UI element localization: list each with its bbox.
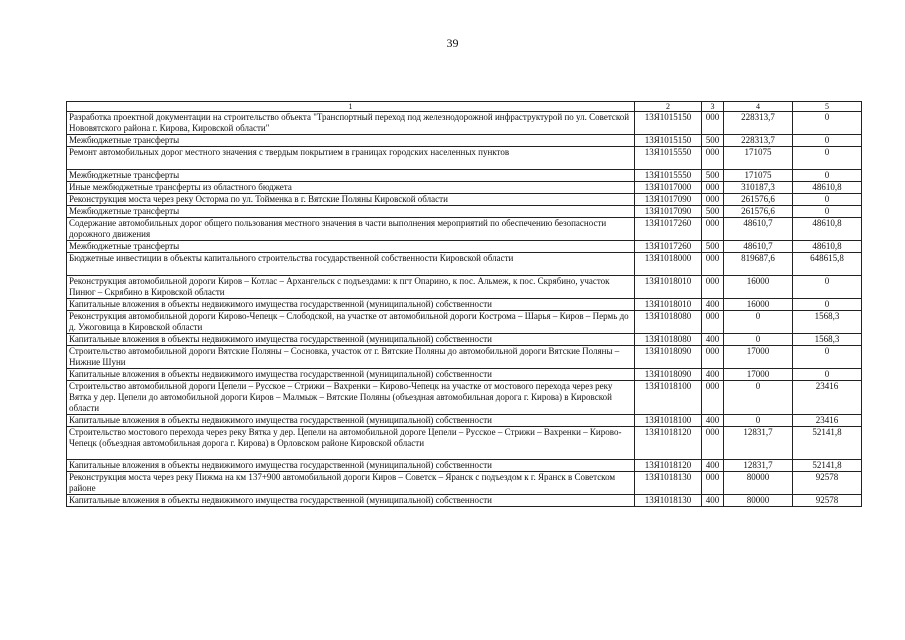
- row-code-cell: 13Я1018130: [635, 495, 702, 507]
- row-vr-cell: 000: [702, 381, 724, 415]
- row-value-2020-cell: 0: [793, 194, 862, 206]
- table-body: [67, 102, 862, 507]
- row-vr-cell: 000: [702, 218, 724, 241]
- row-value-2020-cell: 0: [793, 170, 862, 182]
- row-name-cell: Межбюджетные трансферты: [67, 135, 635, 147]
- row-name-cell: Разработка проектной документации на строительство объекта "Транспортный переход под железнодорожной инфраструктурой по ул. Советской Нововятского района г. Кирова, Кировской области": [67, 112, 635, 135]
- table-row: [67, 369, 862, 381]
- row-value-2019-cell: 80000: [724, 495, 793, 507]
- row-vr-cell: 400: [702, 334, 724, 346]
- page-number: 39: [446, 36, 459, 50]
- row-value-2019-cell: 228313,7: [724, 135, 793, 147]
- row-code-cell: 13Я1018120: [635, 460, 702, 472]
- table-row: [67, 135, 862, 147]
- row-vr-cell: 000: [702, 427, 724, 460]
- row-value-2020-cell: 48610,8: [793, 241, 862, 253]
- row-code-cell: 13Я1018080: [635, 334, 702, 346]
- row-value-2020-cell: 1568,3: [793, 334, 862, 346]
- row-vr-cell: 000: [702, 276, 724, 299]
- row-code-cell: 13Я1015150: [635, 135, 702, 147]
- row-code-cell: 13Я1018090: [635, 346, 702, 369]
- row-vr-cell: 000: [702, 194, 724, 206]
- row-code-cell: 13Я1018090: [635, 369, 702, 381]
- row-value-2019-cell: 228313,7: [724, 112, 793, 135]
- row-vr-cell: 400: [702, 415, 724, 427]
- row-vr-cell: 000: [702, 311, 724, 334]
- row-code-cell: 13Я1017090: [635, 206, 702, 218]
- row-value-2019-cell: 48610,7: [724, 218, 793, 241]
- row-value-2020-cell: 0: [793, 299, 862, 311]
- table-row: [67, 112, 862, 135]
- table-row: [67, 311, 862, 334]
- table-row: [67, 206, 862, 218]
- row-vr-cell: 500: [702, 206, 724, 218]
- row-value-2019-cell: 261576,6: [724, 206, 793, 218]
- row-value-2019-cell: 17000: [724, 369, 793, 381]
- row-name-cell: Содержание автомобильных дорог общего пользования местного значения в части выполнения мероприятий по обеспечению безопасности дорожного движения: [67, 218, 635, 241]
- table-row: [67, 194, 862, 206]
- row-vr-cell: 000: [702, 472, 724, 495]
- row-vr-cell: 400: [702, 460, 724, 472]
- row-value-2020-cell: 92578: [793, 472, 862, 495]
- table-row: [67, 427, 862, 460]
- row-name-cell: Капитальные вложения в объекты недвижимого имущества государственной (муниципальной) собственности: [67, 415, 635, 427]
- table-row: [67, 147, 862, 170]
- row-code-cell: 13Я1018010: [635, 276, 702, 299]
- row-value-2019-cell: 0: [724, 334, 793, 346]
- row-name-cell: Межбюджетные трансферты: [67, 241, 635, 253]
- table-row: [67, 276, 862, 299]
- table-row: [67, 381, 862, 415]
- table-row: [67, 415, 862, 427]
- row-value-2019-cell: 819687,6: [724, 253, 793, 276]
- table-row: [67, 495, 862, 507]
- row-code-cell: 13Я1018080: [635, 311, 702, 334]
- row-value-2019-cell: 171075: [724, 147, 793, 170]
- row-code-cell: 13Я1015150: [635, 112, 702, 135]
- row-value-2019-cell: 17000: [724, 346, 793, 369]
- row-value-2020-cell: 0: [793, 206, 862, 218]
- row-name-cell: Реконструкция моста через реку Пижма на км 137+900 автомобильной дороги Киров – Советск – Яранск с подъездом к г. Яранск в Советском районе: [67, 472, 635, 495]
- table-row: [67, 346, 862, 369]
- row-value-2019-cell: 12831,7: [724, 427, 793, 460]
- budget-table: [66, 101, 862, 507]
- header-row: [67, 102, 862, 112]
- table-row: [67, 334, 862, 346]
- row-value-2019-cell: 48610,7: [724, 241, 793, 253]
- row-value-2020-cell: 52141,8: [793, 460, 862, 472]
- row-value-2019-cell: 0: [724, 311, 793, 334]
- table-row: [67, 241, 862, 253]
- row-vr-cell: 500: [702, 135, 724, 147]
- row-name-cell: Реконструкция автомобильной дороги Кирово-Чепецк – Слободской, на участке от автомобильной дороги Кострома – Шарья – Киров – Пермь до д. Ужоговица в Кировской области: [67, 311, 635, 334]
- row-name-cell: Капитальные вложения в объекты недвижимого имущества государственной (муниципальной) собственности: [67, 495, 635, 507]
- row-code-cell: 13Я1015550: [635, 170, 702, 182]
- row-value-2020-cell: 1568,3: [793, 311, 862, 334]
- row-vr-cell: 400: [702, 299, 724, 311]
- table-row: [67, 299, 862, 311]
- row-value-2020-cell: 23416: [793, 381, 862, 415]
- row-value-2020-cell: 0: [793, 346, 862, 369]
- row-value-2020-cell: 92578: [793, 495, 862, 507]
- row-value-2020-cell: 52141,8: [793, 427, 862, 460]
- row-value-2020-cell: 0: [793, 276, 862, 299]
- row-code-cell: 13Я1018120: [635, 427, 702, 460]
- table-row: [67, 472, 862, 495]
- row-name-cell: Бюджетные инвестиции в объекты капитального строительства государственной собственности Кировской области: [67, 253, 635, 276]
- row-name-cell: Строительство автомобильной дороги Вятские Поляны – Сосновка, участок от г. Вятские Поляны до автомобильной дороги Вятские Поляны – Нижние Шуни: [67, 346, 635, 369]
- row-value-2019-cell: 80000: [724, 472, 793, 495]
- row-vr-cell: 000: [702, 182, 724, 194]
- header-cell-5: 5: [793, 102, 862, 112]
- row-code-cell: 13Я1018130: [635, 472, 702, 495]
- header-cell-1: 1: [67, 102, 635, 112]
- row-name-cell: Капитальные вложения в объекты недвижимого имущества государственной (муниципальной) собственности: [67, 334, 635, 346]
- row-code-cell: 13Я1018100: [635, 381, 702, 415]
- row-value-2019-cell: 171075: [724, 170, 793, 182]
- table-row: [67, 460, 862, 472]
- row-code-cell: 13Я1017260: [635, 218, 702, 241]
- row-value-2020-cell: 0: [793, 147, 862, 170]
- row-name-cell: Капитальные вложения в объекты недвижимого имущества государственной (муниципальной) собственности: [67, 299, 635, 311]
- row-value-2020-cell: 0: [793, 112, 862, 135]
- header-cell-2: 2: [635, 102, 702, 112]
- row-vr-cell: 000: [702, 112, 724, 135]
- row-vr-cell: 400: [702, 495, 724, 507]
- row-name-cell: Межбюджетные трансферты: [67, 206, 635, 218]
- row-vr-cell: 500: [702, 241, 724, 253]
- row-value-2020-cell: 0: [793, 369, 862, 381]
- row-vr-cell: 000: [702, 253, 724, 276]
- row-value-2019-cell: 261576,6: [724, 194, 793, 206]
- row-code-cell: 13Я1017000: [635, 182, 702, 194]
- header-cell-4: 4: [724, 102, 793, 112]
- row-vr-cell: 000: [702, 346, 724, 369]
- row-value-2019-cell: 0: [724, 415, 793, 427]
- row-vr-cell: 000: [702, 147, 724, 170]
- row-code-cell: 13Я1017260: [635, 241, 702, 253]
- row-name-cell: Межбюджетные трансферты: [67, 170, 635, 182]
- row-vr-cell: 500: [702, 170, 724, 182]
- table-row: [67, 170, 862, 182]
- row-name-cell: Ремонт автомобильных дорог местного значения с твердым покрытием в границах городских населенных пунктов: [67, 147, 635, 170]
- header-cell-3: 3: [702, 102, 724, 112]
- row-value-2019-cell: 16000: [724, 299, 793, 311]
- row-vr-cell: 400: [702, 369, 724, 381]
- row-name-cell: Реконструкция моста через реку Осторма по ул. Тойменка в г. Вятские Поляны Кировской области: [67, 194, 635, 206]
- table-row: [67, 218, 862, 241]
- row-value-2020-cell: 48610,8: [793, 218, 862, 241]
- row-code-cell: 13Я1017090: [635, 194, 702, 206]
- row-name-cell: Капитальные вложения в объекты недвижимого имущества государственной (муниципальной) собственности: [67, 460, 635, 472]
- row-value-2020-cell: 48610,8: [793, 182, 862, 194]
- table-row: [67, 253, 862, 276]
- row-value-2019-cell: 16000: [724, 276, 793, 299]
- row-name-cell: Строительство мостового перехода через реку Вятка у дер. Цепели на автомобильной дороге Цепели – Русское – Стрижи – Вахренки – Кирово-Чепецк (объездная автомобильная дорога г. Кирова) в Орловском районе Кировской области: [67, 427, 635, 460]
- row-name-cell: Иные межбюджетные трансферты из областного бюджета: [67, 182, 635, 194]
- table-row: [67, 182, 862, 194]
- row-value-2019-cell: 0: [724, 381, 793, 415]
- row-code-cell: 13Я1018010: [635, 299, 702, 311]
- row-value-2019-cell: 310187,3: [724, 182, 793, 194]
- row-value-2020-cell: 648615,8: [793, 253, 862, 276]
- row-code-cell: 13Я1018100: [635, 415, 702, 427]
- row-value-2020-cell: 23416: [793, 415, 862, 427]
- row-code-cell: 13Я1018000: [635, 253, 702, 276]
- row-value-2020-cell: 0: [793, 135, 862, 147]
- row-name-cell: Строительство автомобильной дороги Цепели – Русское – Стрижи – Вахренки – Кирово-Чепецк на участке от мостового перехода через реку Вятка у дер. Цепели до автомобильной дороги Киров – Малмыж – Вятские Поляны (объездная автомобильная дорога г. Кирова) в Кировской области: [67, 381, 635, 415]
- row-name-cell: Реконструкция автомобильной дороги Киров – Котлас – Архангельск с подъездами: к пгт Опарино, к пос. Альмеж, к пос. Скрябино, участок Пинюг – Скрябино в Кировской области: [67, 276, 635, 299]
- row-value-2019-cell: 12831,7: [724, 460, 793, 472]
- row-code-cell: 13Я1015550: [635, 147, 702, 170]
- row-name-cell: Капитальные вложения в объекты недвижимого имущества государственной (муниципальной) собственности: [67, 369, 635, 381]
